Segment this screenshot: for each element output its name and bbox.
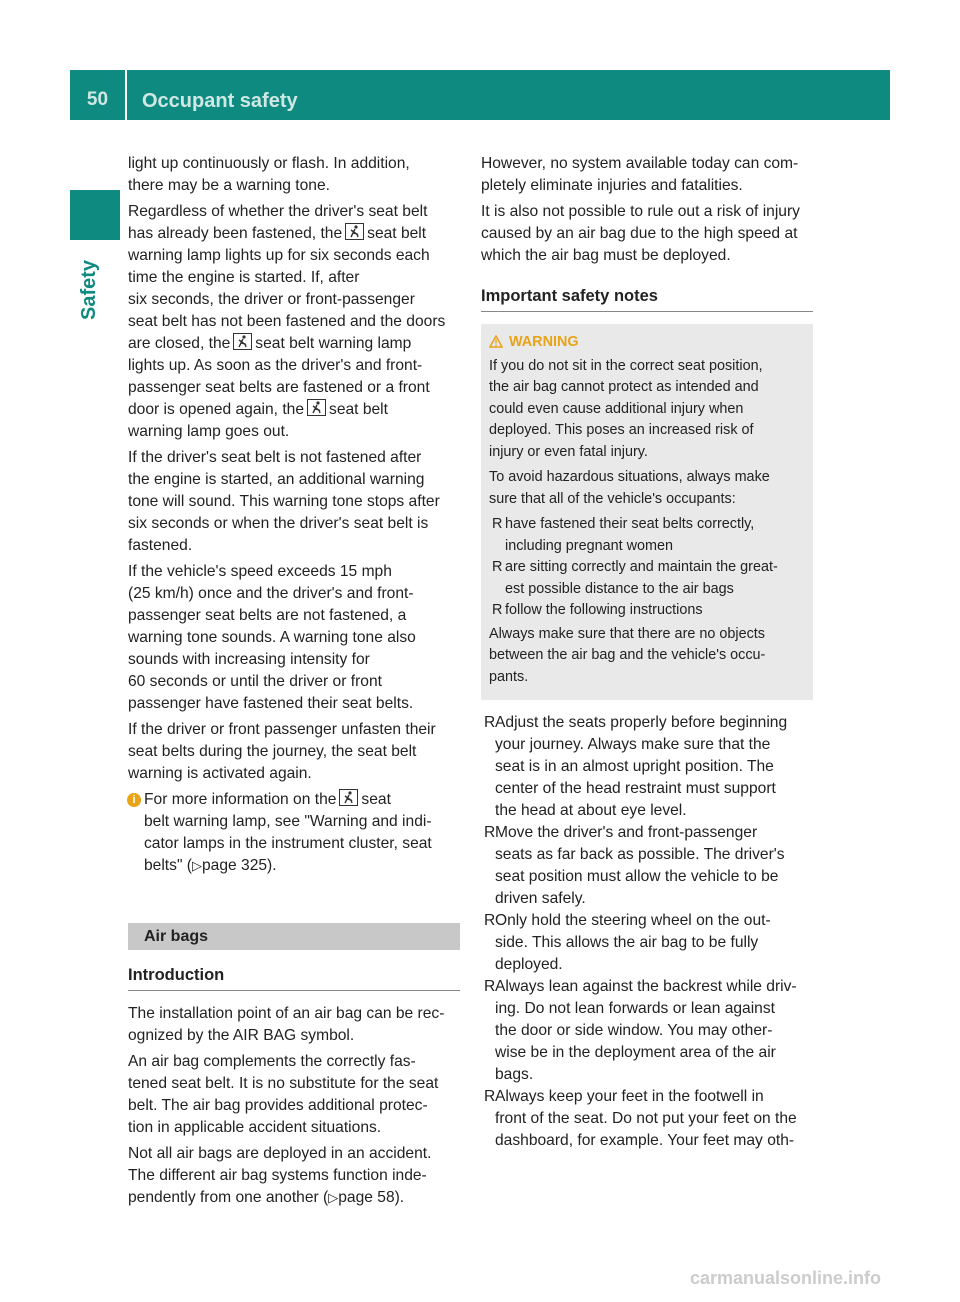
text-line: door is opened again, the seat belt bbox=[128, 401, 388, 418]
paragraph bbox=[128, 719, 460, 785]
text-line: lights up. As soon as the driver's and front- bbox=[128, 357, 423, 374]
header-divider bbox=[125, 70, 127, 120]
warning-label: WARNING bbox=[509, 334, 579, 350]
text-line: six seconds or when the driver's seat belt is bbox=[128, 515, 429, 532]
info-icon: i bbox=[127, 793, 141, 807]
safety-list bbox=[481, 712, 813, 1152]
text-line: has already been fastened, the seat belt bbox=[128, 225, 427, 242]
side-tab-marker bbox=[70, 190, 120, 240]
text-line: center of the head restraint must support bbox=[495, 780, 776, 797]
text-line: Regardless of whether the driver's seat belt bbox=[128, 203, 428, 220]
text-line: Move the driver's and front-passenger bbox=[495, 824, 758, 841]
text-line: your journey. Always make sure that the bbox=[495, 736, 771, 753]
list-item bbox=[481, 712, 813, 822]
header-bar bbox=[70, 70, 890, 120]
seatbelt-icon bbox=[307, 399, 326, 416]
list-item bbox=[489, 514, 805, 557]
seatbelt-icon bbox=[345, 223, 364, 240]
page-number: 50 bbox=[86, 89, 109, 110]
bullet-icon: R bbox=[484, 824, 496, 841]
page-ref-arrow-icon: ▷ bbox=[328, 1190, 339, 1205]
text-line: sure that all of the vehicle's occupants: bbox=[489, 490, 736, 507]
watermark: carmanualsonline.info bbox=[690, 1268, 882, 1288]
text-line: the engine is started, an additional warning bbox=[128, 471, 425, 488]
text-line: Only hold the steering wheel on the out- bbox=[495, 912, 771, 929]
text-line: the door or side window. You may other- bbox=[495, 1022, 773, 1039]
text-line: fastened. bbox=[128, 537, 193, 554]
subheading: Important safety notes bbox=[481, 285, 813, 312]
paragraph bbox=[489, 356, 805, 464]
side-tab-label: Safety bbox=[78, 259, 100, 320]
text-line: side. This allows the air bag to be fully bbox=[495, 934, 759, 951]
paragraph bbox=[489, 467, 805, 510]
text-line: there may be a warning tone. bbox=[128, 177, 330, 194]
text-line: pletely eliminate injuries and fatalities. bbox=[481, 177, 743, 194]
page-reference-link[interactable]: pendently from one another (▷page 58). bbox=[128, 1189, 405, 1206]
text-line: front of the seat. Do not put your feet on the bbox=[495, 1110, 797, 1127]
text-line: deployed. This poses an increased risk of bbox=[489, 422, 754, 438]
text-line: However, no system available today can com- bbox=[481, 155, 799, 172]
seatbelt-icon bbox=[339, 789, 358, 806]
paragraph bbox=[489, 624, 805, 689]
text-line: seat is in an almost upright position. The bbox=[495, 758, 774, 775]
text-line: are sitting correctly and maintain the great- bbox=[505, 559, 778, 575]
text-line: ing. Do not lean forwards or lean against bbox=[495, 1000, 775, 1017]
text-line: (25 km/h) once and the driver's and front- bbox=[128, 585, 414, 602]
text-line: seats as far back as possible. The driver's bbox=[495, 846, 785, 863]
paragraph bbox=[481, 153, 813, 197]
text-line: To avoid hazardous situations, always make bbox=[489, 469, 770, 485]
text-line: Always lean against the backrest while driv- bbox=[495, 978, 797, 995]
bullet-icon: R bbox=[492, 559, 503, 575]
paragraph bbox=[481, 201, 813, 267]
text-line: If the driver or front passenger unfasten their bbox=[128, 721, 436, 738]
bullet-icon: R bbox=[484, 912, 496, 929]
text-line: passenger seat belts are not fastened, a bbox=[128, 607, 407, 624]
paragraph bbox=[128, 1003, 460, 1047]
warning-box bbox=[481, 324, 813, 700]
paragraph bbox=[128, 561, 460, 715]
warning-triangle-icon bbox=[489, 335, 503, 348]
text-line: are closed, the seat belt warning lamp bbox=[128, 335, 412, 352]
text-line: belt warning lamp, see "Warning and indi- bbox=[144, 813, 432, 830]
text-line: tone will sound. This warning tone stops after bbox=[128, 493, 440, 510]
bullet-icon: R bbox=[492, 602, 503, 618]
text-line: seat position must allow the vehicle to be bbox=[495, 868, 779, 885]
text-line: caused by an air bag due to the high speed at bbox=[481, 225, 798, 242]
list-item bbox=[489, 557, 805, 600]
bullet-icon: R bbox=[484, 1088, 496, 1105]
text-line: the head at about eye level. bbox=[495, 802, 687, 819]
text-line: pants. bbox=[489, 668, 529, 685]
text-line: If the vehicle's speed exceeds 15 mph bbox=[128, 563, 392, 580]
text-line: passenger have fastened their seat belts. bbox=[128, 695, 414, 712]
text-line: six seconds, the driver or front-passenger bbox=[128, 291, 415, 308]
text-line: tened seat belt. It is no substitute for the seat bbox=[128, 1075, 439, 1092]
text-line: The different air bag systems function inde- bbox=[128, 1167, 427, 1184]
text-line: belt. The air bag provides additional protec- bbox=[128, 1097, 428, 1114]
text-line: could even cause additional injury when bbox=[489, 400, 744, 417]
info-note bbox=[128, 789, 460, 877]
page-reference-link[interactable]: belts" (▷page 325). bbox=[144, 857, 277, 874]
text-line: driven safely. bbox=[495, 890, 586, 907]
text-line: tion in applicable accident situations. bbox=[128, 1119, 382, 1136]
right-column bbox=[481, 153, 813, 1152]
seatbelt-icon bbox=[233, 333, 252, 350]
text-line: between the air bag and the vehicle's occu- bbox=[489, 647, 766, 663]
list-item bbox=[481, 976, 813, 1086]
text-line: warning lamp goes out. bbox=[128, 423, 290, 440]
section-heading: Air bags bbox=[128, 923, 460, 950]
text-line: wise be in the deployment area of the air bbox=[495, 1044, 776, 1061]
paragraph bbox=[128, 153, 460, 197]
text-line: seat belt has not been fastened and the doors bbox=[128, 313, 446, 330]
text-line: the air bag cannot protect as intended and bbox=[489, 379, 759, 395]
left-column bbox=[128, 153, 460, 1213]
bullet-icon: R bbox=[492, 516, 503, 532]
text-line: If the driver's seat belt is not fastened after bbox=[128, 449, 422, 466]
text-line: passenger seat belts are fastened or a front bbox=[128, 379, 430, 396]
text-line: Always keep your feet in the footwell in bbox=[495, 1088, 764, 1105]
text-line: light up continuously or flash. In addition, bbox=[128, 155, 410, 172]
paragraph bbox=[128, 447, 460, 557]
list-item bbox=[481, 822, 813, 910]
bullet-icon: R bbox=[484, 714, 496, 731]
text-line: warning is activated again. bbox=[128, 765, 312, 782]
text-line: seat belts during the journey, the seat belt bbox=[128, 743, 417, 760]
list-item bbox=[481, 910, 813, 976]
warning-title bbox=[489, 332, 805, 354]
text-line: Not all air bags are deployed in an accident. bbox=[128, 1145, 432, 1162]
text-line: sounds with increasing intensity for bbox=[128, 651, 370, 668]
text-line: Adjust the seats properly before beginning bbox=[495, 714, 788, 731]
text-line: An air bag complements the correctly fas- bbox=[128, 1053, 416, 1070]
subheading: Introduction bbox=[128, 964, 460, 991]
text-line: including pregnant women bbox=[505, 537, 674, 554]
text-line: cator lamps in the instrument cluster, seat bbox=[144, 835, 432, 852]
text-line: Always make sure that there are no objects bbox=[489, 625, 765, 642]
paragraph bbox=[128, 1143, 460, 1209]
text-line: warning lamp lights up for six seconds each bbox=[128, 247, 430, 264]
text-line: follow the following instructions bbox=[505, 602, 703, 618]
text-line: injury or even fatal injury. bbox=[489, 443, 648, 460]
page-ref-arrow-icon: ▷ bbox=[192, 858, 202, 873]
paragraph bbox=[128, 1051, 460, 1139]
text-line: have fastened their seat belts correctly, bbox=[505, 516, 755, 532]
text-line: bags. bbox=[495, 1066, 534, 1083]
list-item bbox=[481, 1086, 813, 1152]
text-line: The installation point of an air bag can be rec- bbox=[128, 1005, 445, 1022]
text-line: warning tone sounds. A warning tone also bbox=[128, 629, 416, 646]
text-line: 60 seconds or until the driver or front bbox=[128, 673, 382, 690]
text-line: est possible distance to the air bags bbox=[505, 580, 734, 597]
text-line: dashboard, for example. Your feet may oth- bbox=[495, 1132, 795, 1149]
text-line: ognized by the AIR BAG symbol. bbox=[128, 1027, 355, 1044]
text-line: which the air bag must be deployed. bbox=[481, 247, 731, 264]
text-line: deployed. bbox=[495, 956, 563, 973]
page-title: Occupant safety bbox=[142, 90, 298, 112]
paragraph bbox=[128, 201, 460, 443]
text-line: If you do not sit in the correct seat position, bbox=[489, 357, 763, 374]
text-line: For more information on the seat bbox=[144, 791, 391, 808]
text-line: time the engine is started. If, after bbox=[128, 269, 360, 286]
list-item bbox=[489, 600, 805, 622]
text-line: It is also not possible to rule out a risk of injury bbox=[481, 203, 800, 220]
bullet-icon: R bbox=[484, 978, 496, 995]
